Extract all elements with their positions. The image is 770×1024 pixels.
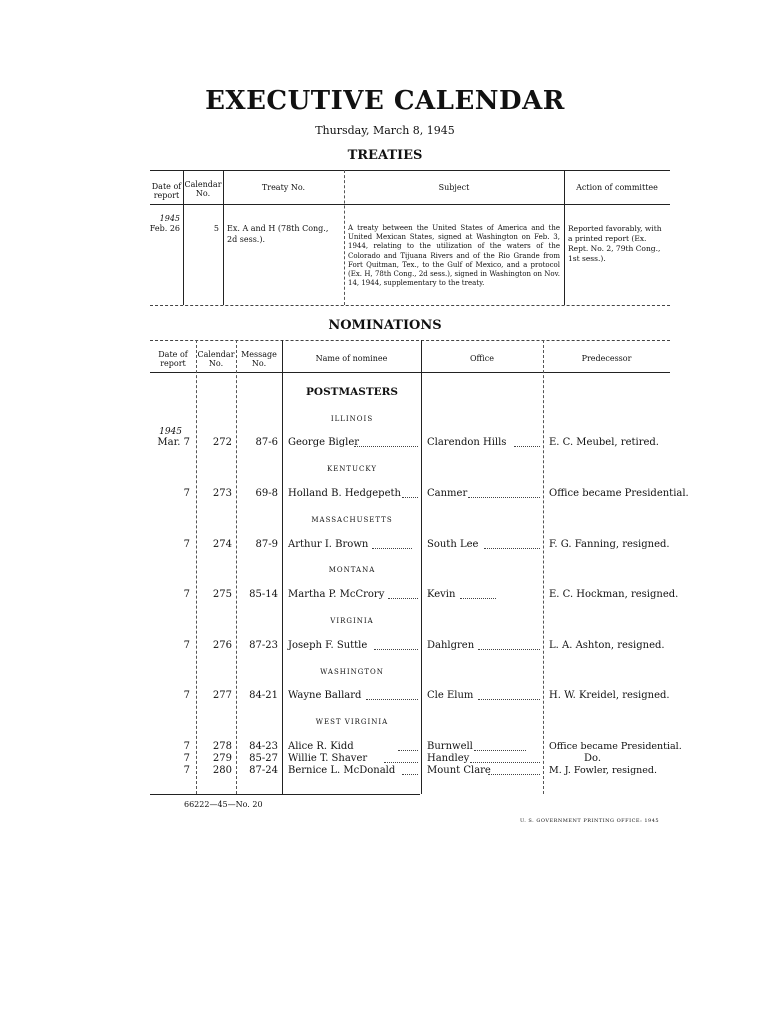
treaty-subject: A treaty between the United States of America and the United Mexican States, signed at Washington on Feb. 3, 1944, relating to the utilization of the waters of the Colorado and Tijuana Rivers and of the Rio Grande from Fort Quitman, Tex., to the Gulf of Mexico, and a protocol (Ex. H, 78th Cong., 2d sess.), signed in Washington on Nov. 14, 1944, supplementary to the treaty. [348,224,560,288]
row-office: Mount Clare [427,765,491,776]
row-office: Clarendon Hills [427,437,507,448]
state-heading: ILLINOIS [330,415,374,423]
row-predecessor: Office became Presidential. [549,488,689,499]
row-leader [470,753,540,763]
table-row [0,437,770,451]
row-predecessor: H. W. Kreidel, resigned. [549,690,670,701]
row-date: 7 [183,488,190,499]
row-calendar-no: 279 [212,753,232,764]
row-nominee: Holland B. Hedgepeth [288,488,401,499]
row-nominee: George Bigler [288,437,360,448]
row-leader [354,437,418,447]
row-date: 7 [183,765,190,776]
nominations-heading: NOMINATIONS [328,318,442,333]
table-row [0,488,770,502]
row-predecessor: Do. [584,753,602,764]
row-date: 7 [183,640,190,651]
footer-code: 66222—45—No. 20 [184,800,263,809]
row-predecessor: M. J. Fowler, resigned. [549,765,657,776]
row-nominee: Alice R. Kidd [288,741,354,752]
calendar-date: Thursday, March 8, 1945 [315,124,455,137]
treaties-top-rule [150,170,670,171]
row-predecessor: F. G. Fanning, resigned. [549,539,670,550]
row-nominee: Bernice L. McDonald [288,765,396,776]
row-leader [398,741,418,751]
row-date: 7 [183,539,190,550]
row-predecessor: Office became Presidential. [549,741,682,752]
row-leader [514,437,540,447]
table-row [0,741,770,753]
row-leader [366,690,418,700]
row-calendar-no: 276 [212,640,232,651]
row-leader [484,539,540,549]
row-leader [402,488,418,498]
col-header-treaty-no: Treaty No. [261,183,306,192]
treaties-heading: TREATIES [347,148,423,163]
row-date: 7 [183,690,190,701]
table-row [0,539,770,553]
row-date: 7 [183,741,190,752]
row-nominee: Wayne Ballard [288,690,362,701]
treaty-date: Feb. 26 [149,224,180,233]
row-leader [478,690,540,700]
table-row [0,753,770,765]
row-leader [388,589,418,599]
row-leader [460,589,496,599]
nominations-year: 1945 [159,427,182,437]
row-predecessor: L. A. Ashton, resigned. [549,640,665,651]
row-office: Cle Elum [427,690,474,701]
postmasters-group-heading: POSTMASTERS [306,386,398,398]
table-row [0,765,770,777]
row-message-no: 87-24 [249,765,278,776]
row-office: Handley [427,753,470,764]
row-message-no: 85-27 [249,753,278,764]
row-calendar-no: 272 [212,437,232,448]
nominations-col-divider [543,340,544,794]
row-message-no: 84-21 [249,690,278,701]
row-nominee: Martha P. McCrory [288,589,385,600]
row-message-no: 84-23 [249,741,278,752]
treaties-bottom-rule [150,305,670,306]
treaty-year: 1945 [159,214,180,223]
col-header-calendar: Calendar No. [184,180,222,198]
row-message-no: 87-6 [255,437,278,448]
treaty-action: Reported favorably, with a printed report (Ex. Rept. No. 2, 79th Cong., 1st sess.). [568,224,662,263]
row-leader [384,753,418,763]
state-heading: WASHINGTON [320,668,384,676]
row-office: South Lee [427,539,479,550]
col-header-action: Action of committee [576,183,658,192]
row-office: Dahlgren [427,640,475,651]
col-header-office: Office [469,354,494,363]
nominations-top-rule [150,340,670,341]
row-leader [402,765,418,775]
row-calendar-no: 274 [212,539,232,550]
nominations-col-divider [421,340,422,794]
row-nominee: Willie T. Shaver [288,753,368,764]
col-header-subject: Subject [438,183,470,192]
row-office: Burnwell [427,741,473,752]
row-calendar-no: 275 [212,589,232,600]
col-header-message: Message No. [241,350,277,368]
row-message-no: 87-9 [255,539,278,550]
row-calendar-no: 278 [212,741,232,752]
col-header-date: Date of report [151,182,182,200]
row-leader [474,741,526,751]
printer-imprint: U. S. GOVERNMENT PRINTING OFFICE: 1945 [520,818,660,824]
col-header-predecessor: Predecessor [581,354,632,363]
row-date: Mar. 7 [157,437,190,448]
row-leader [488,765,540,775]
treaty-calendar-no: 5 [213,224,219,233]
row-message-no: 69-8 [255,488,278,499]
row-leader [478,640,540,650]
col-header-calendar: Calendar No. [197,350,235,368]
row-date: 7 [183,753,190,764]
row-office: Canmer [427,488,468,499]
nominations-col-divider [236,340,237,794]
row-calendar-no: 273 [212,488,232,499]
row-calendar-no: 280 [212,765,232,776]
treaties-header-rule [150,204,670,205]
row-message-no: 87-23 [249,640,278,651]
row-office: Kevin [427,589,456,600]
row-calendar-no: 277 [212,690,232,701]
row-leader [372,539,412,549]
state-heading: VIRGINIA [330,617,374,625]
state-heading: MASSACHUSETTS [311,516,393,524]
table-row [0,690,770,704]
nominations-header-rule [150,372,670,373]
table-row [0,589,770,603]
state-heading: MONTANA [328,566,376,574]
row-predecessor: E. C. Meubel, retired. [549,437,659,448]
nominations-bottom-rule [150,794,420,795]
nominations-col-divider [196,340,197,794]
treaty-number: Ex. A and H (78th Cong., 2d sess.). [227,224,329,244]
row-predecessor: E. C. Hockman, resigned. [549,589,679,600]
row-nominee: Arthur I. Brown [288,539,369,550]
row-leader [374,640,418,650]
state-heading: WEST VIRGINIA [315,718,389,726]
state-heading: KENTUCKY [326,465,378,473]
row-leader [468,488,540,498]
row-message-no: 85-14 [249,589,278,600]
row-nominee: Joseph F. Suttle [288,640,368,651]
table-row [0,640,770,654]
page-title: EXECUTIVE CALENDAR [205,86,565,116]
col-header-date: Date of report [158,350,188,368]
col-header-nominee: Name of nominee [315,354,388,363]
row-date: 7 [183,589,190,600]
